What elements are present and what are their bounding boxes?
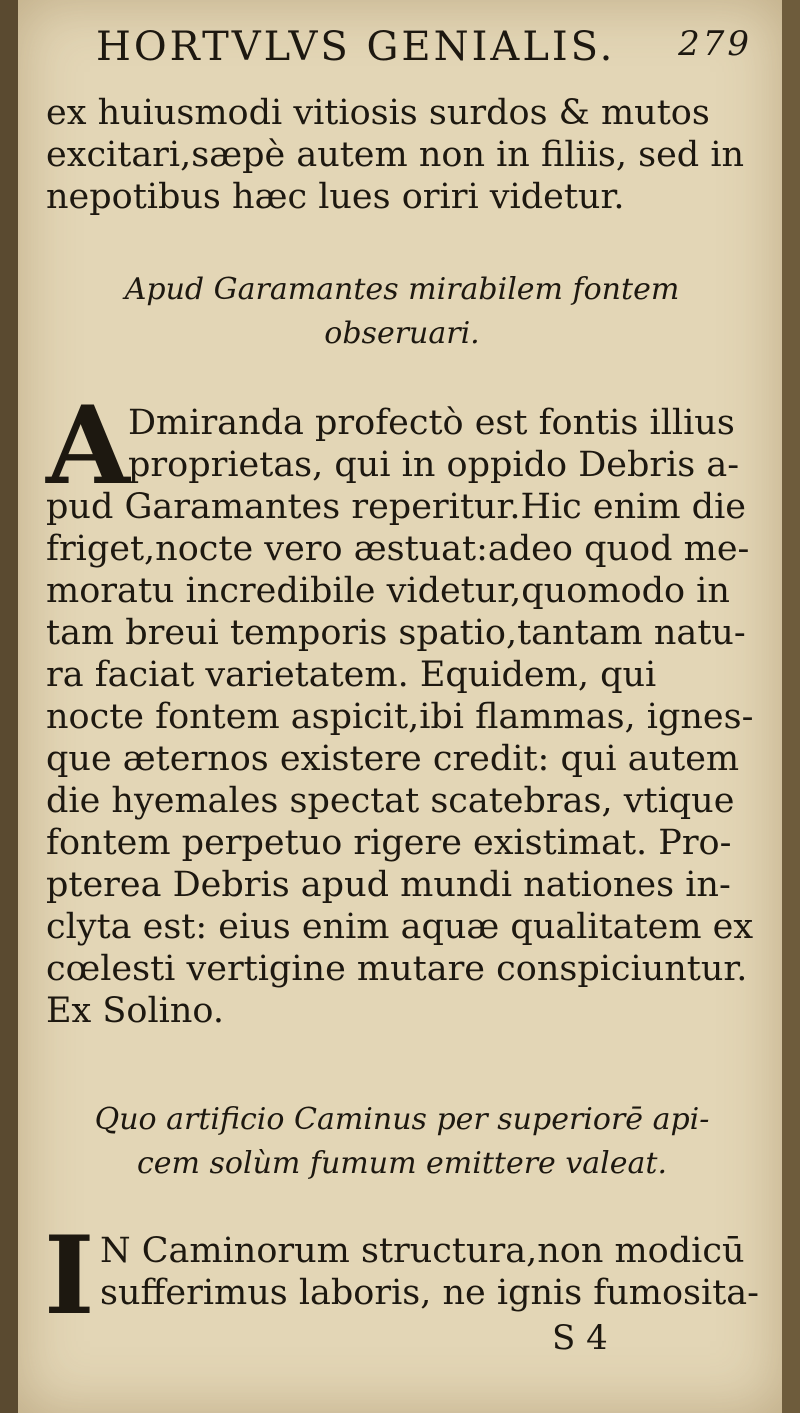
text-line: Dmiranda profectò est fontis illius — [128, 403, 735, 443]
page-edge — [782, 0, 800, 1413]
text-line: nepotibus hæc lues oriri videtur. — [46, 177, 625, 217]
book-gutter — [0, 0, 18, 1413]
text-line: friget,nocte vero æstuat:adeo quod me- — [46, 529, 750, 569]
text-line: clyta est: eius enim aquæ qualitatem ex — [46, 907, 754, 947]
running-header — [18, 24, 782, 76]
running-title: HORTVLVS GENIALIS. — [96, 24, 616, 70]
text-line: excitari,sæpè autem non in filiis, sed in — [46, 135, 745, 175]
text-line: tam breui temporis spatio,tantam natu- — [46, 613, 746, 653]
text-line: cœlesti vertigine mutare conspiciuntur. — [46, 949, 748, 989]
text-line: pud Garamantes reperitur.Hic enim die — [46, 487, 746, 527]
book-page — [18, 0, 782, 1413]
heading-line: Apud Garamantes mirabilem fontem — [124, 272, 680, 307]
heading-line: cem solùm fumum emittere valeat. — [136, 1146, 668, 1181]
text-line: N Caminorum structura,non modicū — [100, 1231, 745, 1271]
text-line: pterea Debris apud mundi nationes in- — [46, 865, 731, 905]
section-heading-caminus — [46, 1098, 758, 1186]
text-line: fontem perpetuo rigere existimat. Pro- — [46, 823, 732, 863]
text-line: moratu incredibile videtur,quomodo in — [46, 571, 730, 611]
text-line: die hyemales spectat scatebras, vtique — [46, 781, 735, 821]
drop-capital-a: A — [46, 383, 130, 509]
text-line: ex huiusmodi vitiosis surdos & mutos — [46, 93, 710, 133]
section-heading-garamantes — [46, 268, 758, 356]
signature-mark: S 4 — [552, 1318, 608, 1358]
paragraph-garamantes — [46, 402, 758, 1032]
text-line: ra faciat varietatem. Equidem, qui — [46, 655, 657, 695]
paragraph-opening — [46, 92, 758, 218]
heading-line: Quo artificio Caminus per superiorē api- — [94, 1102, 710, 1137]
heading-line: obseruari. — [324, 316, 480, 351]
drop-capital-i: I — [44, 1213, 95, 1339]
text-line: que æternos existere credit: qui autem — [46, 739, 740, 779]
text-line: sufferimus laboris, ne ignis fumosita- — [100, 1273, 759, 1313]
text-line: Ex Solino. — [46, 991, 224, 1031]
paragraph-caminus — [46, 1230, 758, 1314]
text-line: nocte fontem aspicit,ibi flammas, ignes- — [46, 697, 754, 737]
text-line: proprietas, qui in oppido Debris a- — [128, 445, 740, 485]
page-number: 279 — [678, 24, 752, 64]
